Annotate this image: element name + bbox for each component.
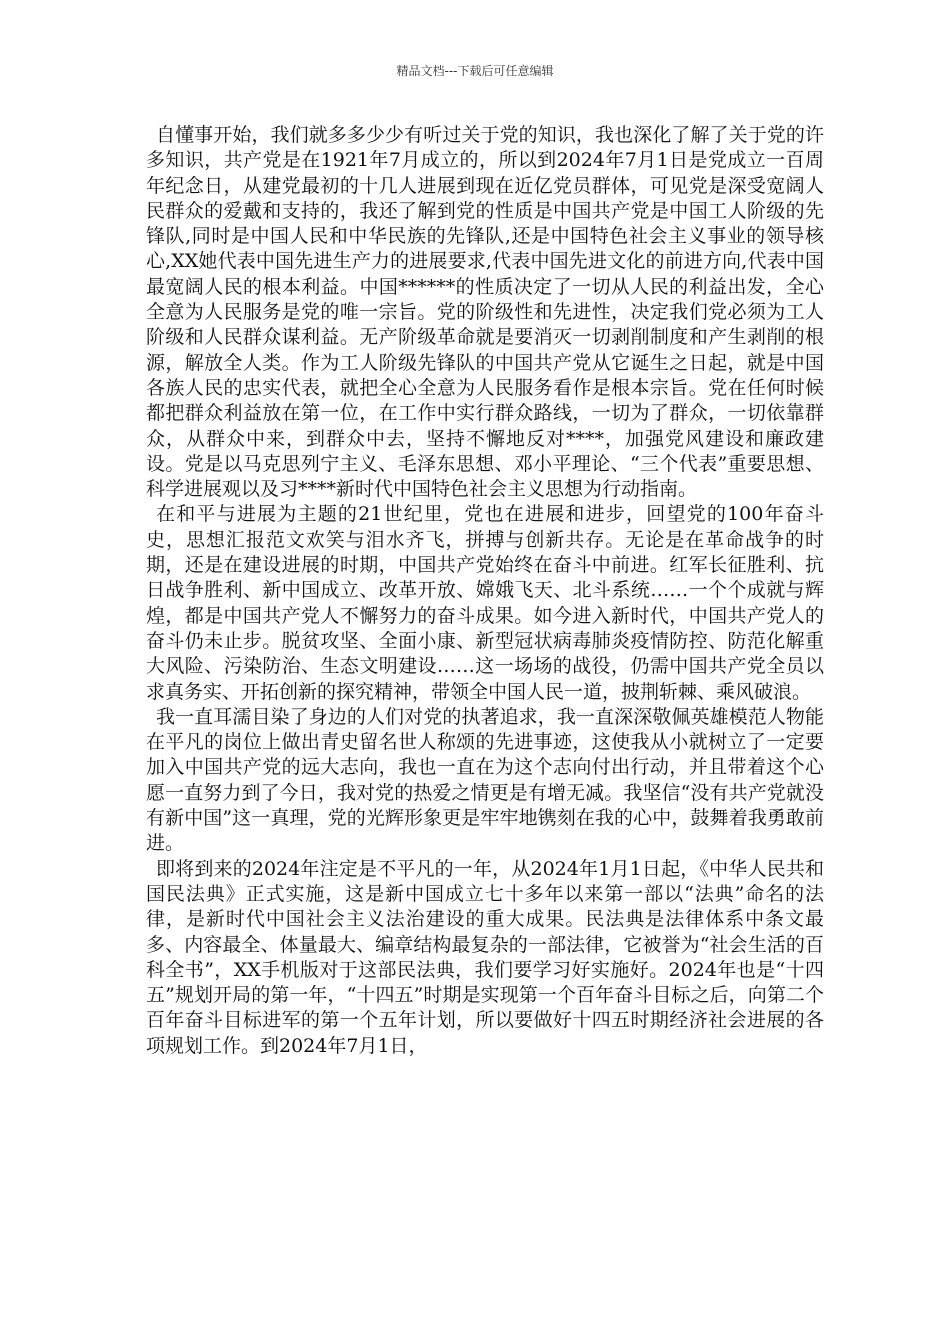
paragraph-2: 在和平与进展为主题的21世纪里，党也在进展和进步，回望党的100年奋斗史，思想汇报范文欢笑与泪水齐飞，拼搏与创新共存。无论是在革命战争的时期，还是在建设进展的时期，中国共产党始终在奋斗中前进。红军长征胜利、抗日战争胜利、新中国成立、改革开放、嫦娥飞天、北斗系统……一个个成就与辉煌，都是中国共产党人不懈努力的奋斗成果。如今进入新时代，中国共产党人的奋斗仍未止步。脱贫攻坚、全面小康、新型冠状病毒肺炎疫情防控、防范化解重大风险、污染防治、生态文明建设……这一场场的战役，仍需中国共产党全员以求真务实、开拓创新的探究精神，带领全中国人民一道，披荆斩棘、乘风破浪。 bbox=[146, 503, 824, 703]
page-header: 精品文档---下载后可任意编辑 bbox=[396, 64, 554, 78]
paragraph-4: 即将到来的2024年注定是不平凡的一年，从2024年1月1日起，《中华人民共和国民法典》正式实施，这是新中国成立七十多年以来第一部以“法典”命名的法律，是新时代中国社会主义法治建设的重大成果。民法典是法律体系中条文最多、内容最全、体量最大、编章结构最复杂的一部法律，它被誉为“社会生活的百科全书”，XX手机版对于这部民法典，我们要学习好实施好。2024年也是“十四五”规划开局的第一年，“十四五”时期是实现第一个百年奋斗目标之后，向第二个百年奋斗目标进军的第一个五年计划，所以要做好十四五时期经济社会进展的各项规划工作。到2024年7月1日， bbox=[146, 857, 824, 1057]
document-body bbox=[146, 123, 824, 1059]
paragraph-1: 自懂事开始，我们就多多少少有听过关于党的知识，我也深化了解了关于党的许多知识，共产党是在1921年7月成立的，所以到2024年7月1日是党成立一百周年纪念日，从建党最初的十几人进展到现在近亿党员群体，可见党是深受宽阔人民群众的爱戴和支持的，我还了解到党的性质是中国共产党是中国工人阶级的先锋队,同时是中国人民和中华民族的先锋队,还是中国特色社会主义事业的领导核心,XX她代表中国先进生产力的进展要求,代表中国先进文化的前进方向,代表中国最宽阔人民的根本利益。中国******的性质决定了一切从人民的利益出发，全心全意为人民服务是党的唯一宗旨。党的阶级性和先进性，决定我们党必须为工人阶级和人民群众谋利益。无产阶级革命就是要消灭一切剥削制度和产生剥削的根源，解放全人类。作为工人阶级先锋队的中国共产党从它诞生之日起，就是中国各族人民的忠实代表，就把全心全意为人民服务看作是根本宗旨。党在任何时候都把群众利益放在第一位，在工作中实行群众路线，一切为了群众，一切依靠群众，从群众中来，到群众中去，坚持不懈地反对****，加强党风建设和廉政建设。党是以马克思列宁主义、毛泽东思想、邓小平理论、“三个代表”重要思想、科学进展观以及习****新时代中国特色社会主义思想为行动指南。 bbox=[146, 124, 824, 501]
paragraph-3: 我一直耳濡目染了身边的人们对党的执著追求，我一直深深敬佩英雄模范人物能在平凡的岗位上做出青史留名世人称颂的先进事迹，这使我从小就树立了一定要加入中国共产党的远大志向，我也一直在为这个志向付出行动，并且带着这个心愿一直努力到了今日，我对党的热爱之情更是有增无减。我坚信“没有共产党就没有新中国”这一真理，党的光辉形象更是牢牢地镌刻在我的心中，鼓舞着我勇敢前进。 bbox=[146, 705, 824, 855]
